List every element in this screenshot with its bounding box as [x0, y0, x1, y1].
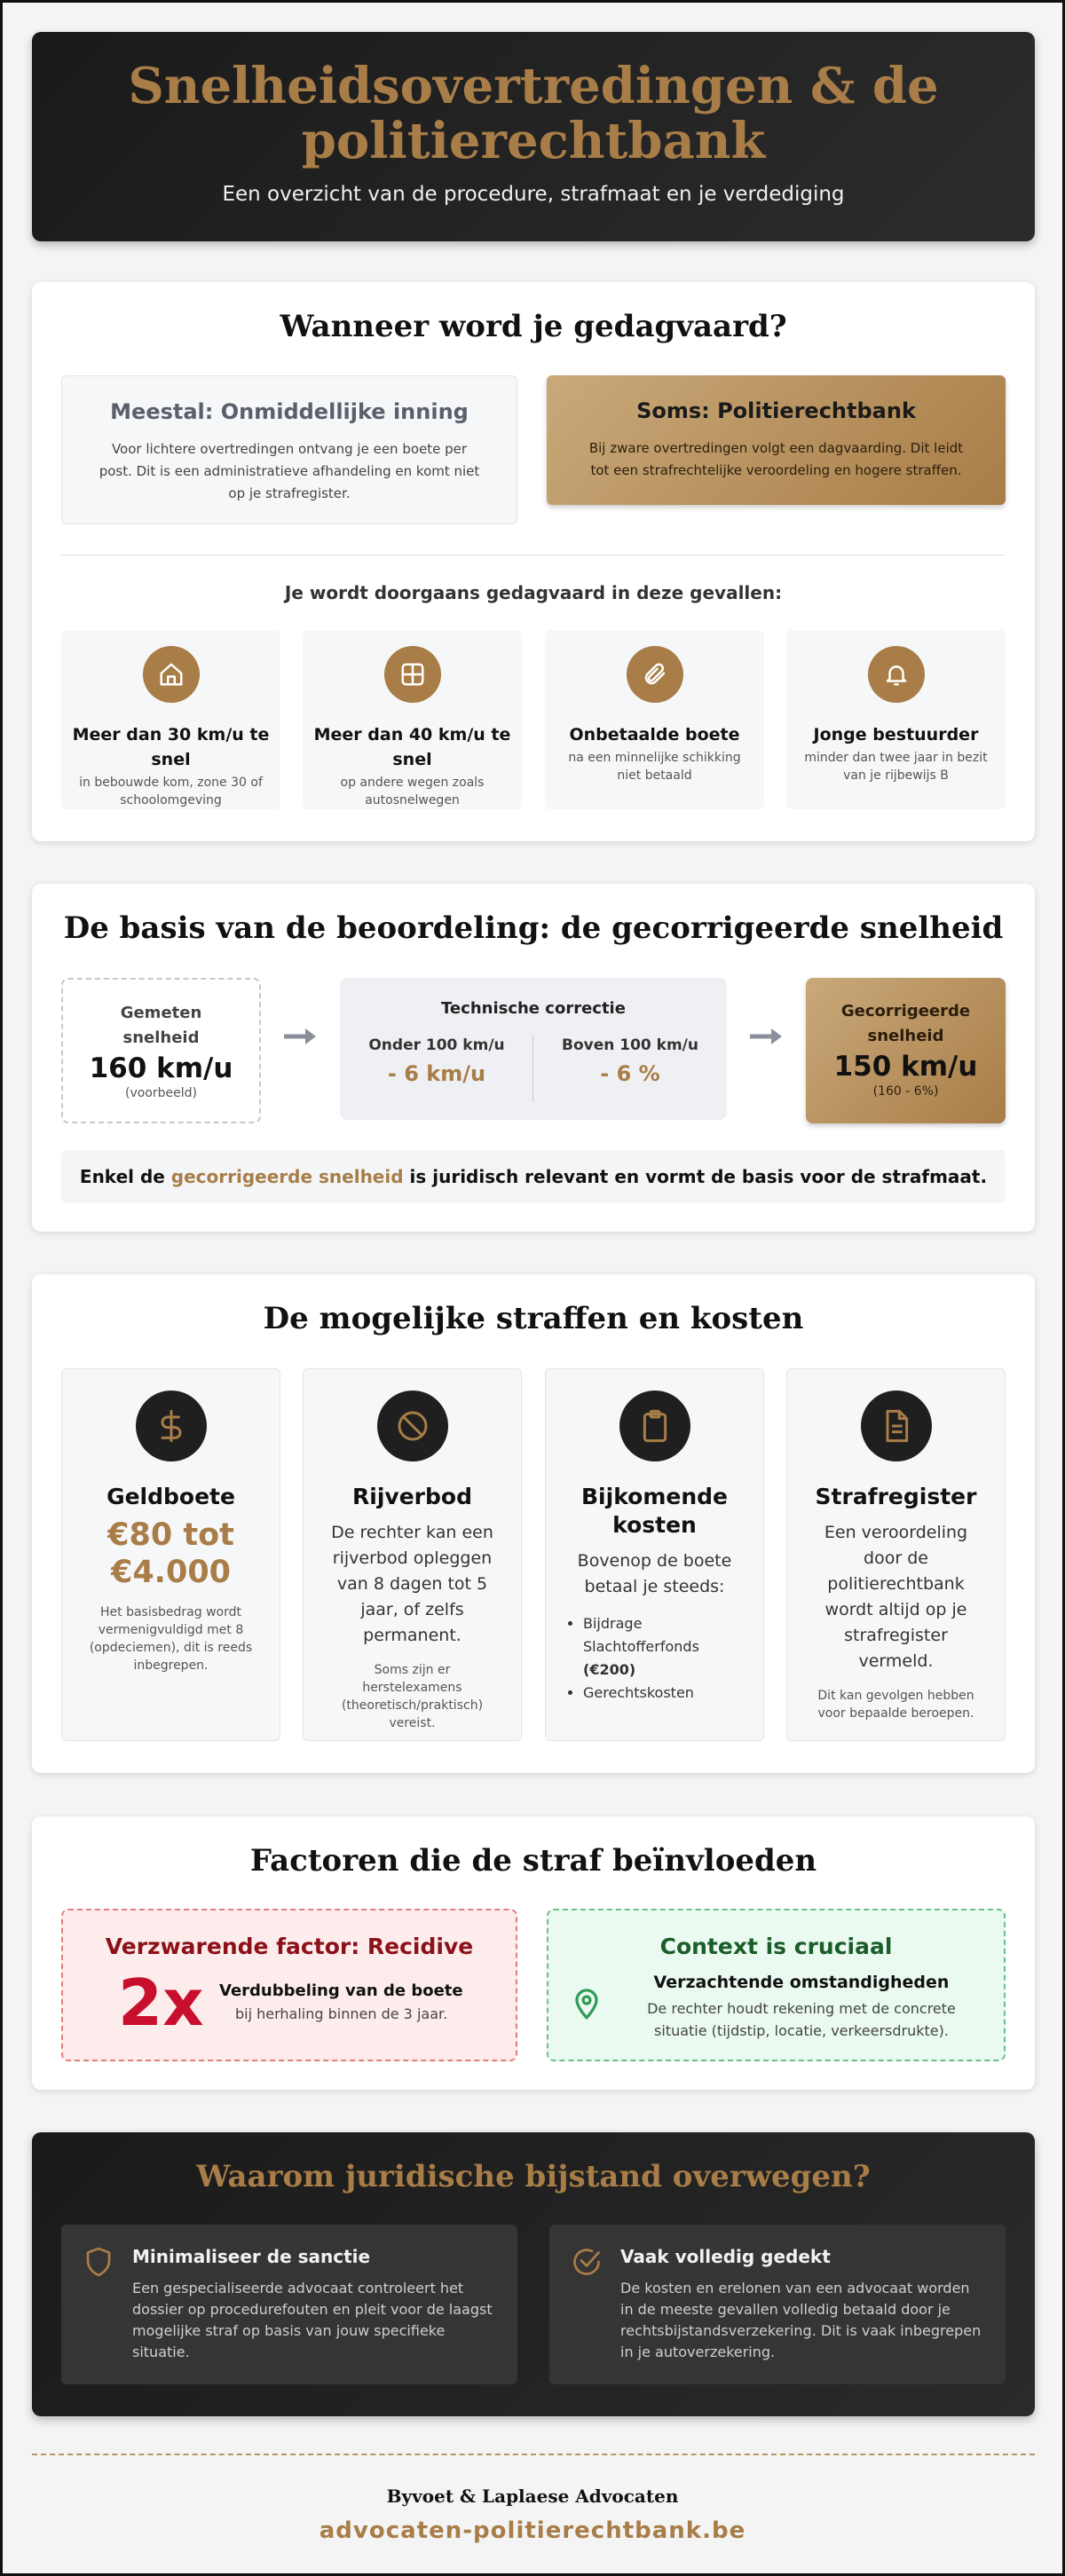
assessment-section	[32, 884, 1035, 1232]
case-card	[303, 630, 522, 809]
measured-speed-note: (voorbeeld)	[125, 1086, 197, 1100]
cost-item-amount: (€200)	[583, 1661, 636, 1678]
covered-card	[549, 2225, 1006, 2384]
correction-under-label: Onder 100 km/u	[368, 1036, 505, 1054]
correction-under-100	[340, 1036, 533, 1086]
case-card	[61, 630, 280, 809]
recidivism-title: Verzwarende factor: Recidive	[105, 1934, 474, 1959]
fine-title: Geldboete	[106, 1484, 235, 1509]
usual-procedure-title: Meestal: Onmiddellijke inning	[110, 399, 469, 424]
footer-divider	[32, 2454, 1035, 2455]
driving-ban-note: Soms zijn er herstelexamens (theoretisch/praktisch) vereist.	[341, 1663, 484, 1730]
minimize-card	[61, 2225, 517, 2384]
technical-correction-title: Technische correctie	[441, 999, 626, 1018]
case-card	[786, 630, 1006, 809]
context-title: Context is cruciaal	[659, 1934, 893, 1959]
context-box	[547, 1909, 1006, 2061]
factors-title: Factoren die de straf beïnvloeden	[249, 1843, 817, 1879]
multiplier: 2x	[118, 1965, 204, 2040]
correction-over-100	[533, 1036, 727, 1086]
fine-card	[61, 1368, 280, 1741]
correction-over-value: - 6 %	[600, 1061, 660, 1086]
case-title: Onbetaalde boete	[569, 725, 740, 744]
covered-text: De kosten en erelonen van een advocaat worden in de meeste gevallen volledig betaald door je rechtsbijstandsverzekering. Dit is vaak inbegrepen in je autoverzekering.	[620, 2280, 982, 2360]
measured-speed-value: 160 km/u	[89, 1052, 233, 1084]
assessment-title: De basis van de beoordeling: de gecorrigeerde snelheid	[63, 910, 1004, 946]
penalties-section	[32, 1274, 1035, 1773]
additional-costs-list	[567, 1612, 746, 1705]
cases-heading: Je wordt doorgaans gedagvaard in deze gevallen:	[284, 582, 783, 603]
measured-speed-box	[61, 978, 261, 1123]
note-prefix: Enkel de	[79, 1166, 171, 1187]
arrow-right-icon	[282, 1026, 318, 1051]
corrected-speed-label: Gecorrigeerde snelheid	[840, 1002, 971, 1045]
criminal-record-text: Een veroordeling door de politierechtbank wordt altijd op je strafregister vermeld.	[824, 1523, 968, 1671]
clipboard-icon	[619, 1390, 690, 1461]
summons-title: Wanneer word je gedagvaard?	[280, 309, 787, 344]
usual-procedure-box	[61, 375, 517, 524]
correction-under-value: - 6 km/u	[387, 1061, 486, 1086]
legal-assistance-section	[32, 2132, 1035, 2416]
case-desc: in bebouwde kom, zone 30 of schoolomgeving	[79, 776, 263, 807]
case-desc: minder dan twee jaar in bezit van je rijbewijs B	[804, 751, 988, 783]
criminal-record-card	[786, 1368, 1006, 1741]
check-circle-icon	[571, 2246, 603, 2281]
cost-item-label: Bijdrage Slachtofferfonds	[583, 1615, 699, 1655]
court-procedure-box	[547, 375, 1006, 505]
factors-section	[32, 1816, 1035, 2090]
case-card	[545, 630, 764, 809]
case-desc: op andere wegen zoals autosnelwegen	[340, 776, 485, 807]
fine-amount: €80 tot €4.000	[107, 1517, 234, 1590]
recidivism-details	[219, 1981, 494, 2022]
firm-name: Byvoet & Laplaese Advocaten	[386, 2485, 679, 2507]
grid-icon	[384, 646, 441, 703]
measured-speed-label: Gemeten snelheid	[120, 1004, 202, 1047]
location-pin-icon	[570, 1987, 604, 2024]
legal-title: Waarom juridische bijstand overwegen?	[196, 2159, 871, 2194]
case-title: Meer dan 40 km/u te snel	[313, 725, 511, 769]
additional-costs-title: Bijkomende kosten	[581, 1484, 728, 1538]
context-details	[637, 1973, 966, 2042]
website-link[interactable]: advocaten-politierechtbank.be	[319, 2517, 746, 2544]
recidivism-box	[61, 1909, 517, 2061]
court-procedure-text: Bij zware overtredingen volgt een dagvaarding. Dit leidt tot een strafrechtelijke veroordeling en hogere straffen.	[588, 440, 964, 478]
additional-costs-card	[545, 1368, 764, 1741]
covered-title: Vaak volledig gedekt	[620, 2246, 831, 2267]
penalties-title: De mogelijke straffen en kosten	[263, 1301, 804, 1336]
shield-icon	[83, 2246, 114, 2281]
page-title: Snelheidsovertredingen & de politierechtbank	[128, 57, 939, 170]
paperclip-icon	[627, 646, 683, 703]
corrected-speed-box	[806, 978, 1006, 1123]
context-label: Verzachtende omstandigheden	[653, 1973, 950, 1992]
driving-ban-title: Rijverbod	[352, 1484, 472, 1509]
criminal-record-title: Strafregister	[815, 1484, 977, 1509]
context-desc: De rechter houdt rekening met de concrete situatie (tijdstip, locatie, verkeersdrukte).	[647, 2000, 956, 2039]
case-title: Jonge bestuurder	[813, 725, 979, 744]
prohibited-icon	[377, 1390, 448, 1461]
minimize-text: Een gespecialiseerde advocaat controleert het dossier op procedurefouten en pleit voor de laagst mogelijke straf op basis van jouw specifieke situatie.	[132, 2280, 493, 2360]
recidivism-desc: bij herhaling binnen de 3 jaar.	[235, 2005, 448, 2022]
corrected-speed-value: 150 km/u	[833, 1051, 978, 1083]
list-item	[583, 1612, 746, 1682]
note-suffix: is juridisch relevant en vormt de basis voor de strafmaat.	[403, 1166, 988, 1187]
home-icon	[143, 646, 200, 703]
page-header	[32, 32, 1035, 241]
dollar-icon	[136, 1390, 207, 1461]
court-procedure-title: Soms: Politierechtbank	[636, 398, 916, 423]
case-desc: na een minnelijke schikking niet betaald	[568, 751, 741, 783]
additional-costs-text: Bovenop de boete betaal je steeds:	[577, 1551, 732, 1596]
bell-icon	[868, 646, 925, 703]
driving-ban-card	[303, 1368, 522, 1741]
case-title: Meer dan 30 km/u te snel	[72, 725, 270, 769]
criminal-record-note: Dit kan gevolgen hebben voor bepaalde beroepen.	[817, 1689, 974, 1721]
minimize-title: Minimaliseer de sanctie	[132, 2246, 371, 2267]
page-subtitle: Een overzicht van de procedure, strafmaat en je verdediging	[222, 183, 845, 206]
fine-note: Het basisbedrag wordt vermenigvuldigd met 8 (opdeciemen), dit is reeds inbegrepen.	[89, 1605, 253, 1673]
correction-over-label: Boven 100 km/u	[561, 1036, 698, 1054]
recidivism-label: Verdubbeling van de boete	[219, 1981, 463, 2000]
arrow-right-icon	[748, 1026, 784, 1051]
assessment-note	[61, 1150, 1006, 1203]
summons-section	[32, 282, 1035, 841]
driving-ban-text: De rechter kan een rijverbod opleggen van 8 dagen tot 5 jaar, of zelfs permanent.	[331, 1523, 493, 1645]
document-icon	[861, 1390, 932, 1461]
note-highlight: gecorrigeerde snelheid	[170, 1166, 404, 1187]
list-item: • Gerechtskosten	[583, 1682, 746, 1705]
usual-procedure-text: Voor lichtere overtredingen ontvang je een boete per post. Dit is een administratieve afhandeling en komt niet op je strafregister.	[99, 441, 480, 501]
corrected-speed-note: (160 - 6%)	[872, 1084, 939, 1099]
technical-correction-box	[340, 978, 727, 1120]
